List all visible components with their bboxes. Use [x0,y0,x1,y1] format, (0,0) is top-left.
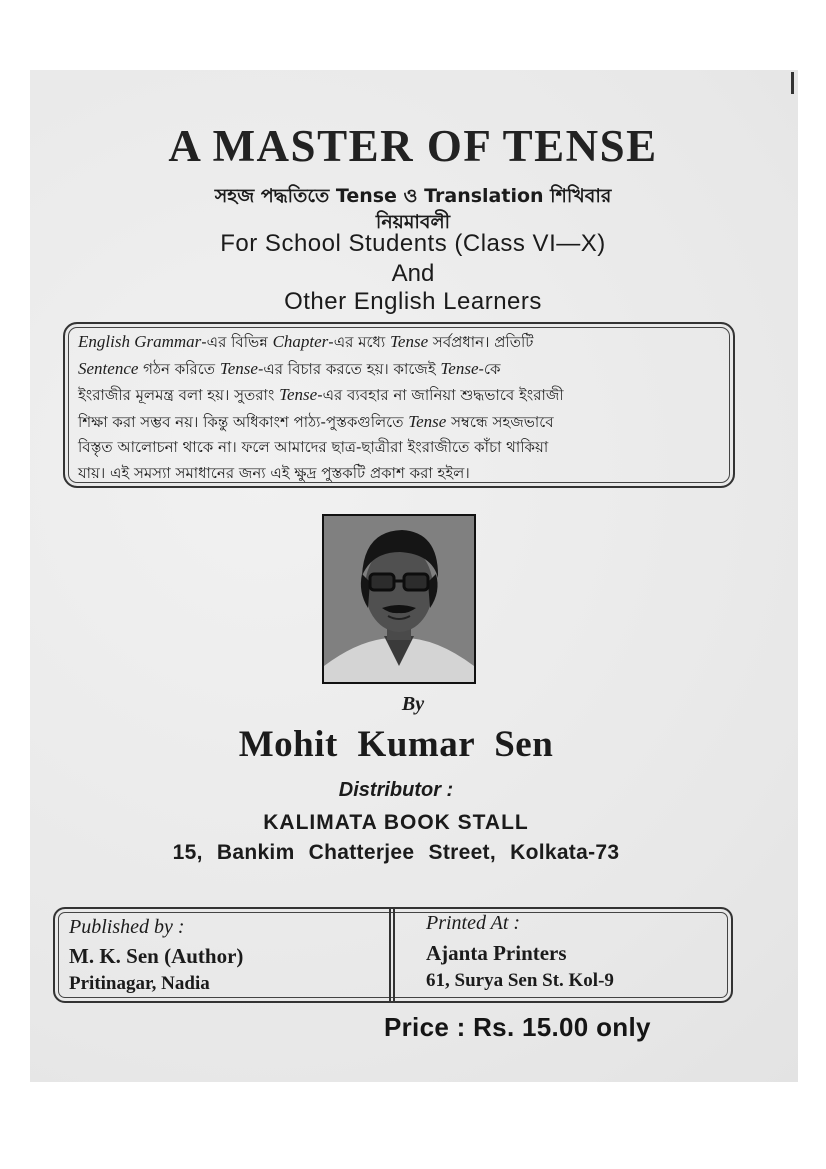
publisher-name: M. K. Sen (Author) [69,944,244,968]
published-by-label: Published by : [69,916,185,938]
intro-paragraph [78,329,723,486]
intro-line: ইংরাজীর মূলমন্ত্র বলা হয়। সুতরাং Tense-এর ব্যবহার না জানিয়া শুদ্ধভাবে ইংরাজী [78,385,564,404]
author-name: Mohit Kumar Sen [238,724,554,765]
publisher-address: Pritinagar, Nadia [69,973,210,994]
distributor-address: 15, Bankim Chatterjee Street, Kolkata-73 [172,841,620,864]
intro-line: বিস্তৃত আলোচনা থাকে না। ফলে আমাদের ছাত্র-ছাত্রীরা ইংরাজীতে কাঁচা থাকিয়া [78,438,549,456]
author-photo [322,514,476,684]
and-line: And [391,260,435,287]
bengali-subtitle-line1: সহজ পদ্ধতিতে Tense ও Translation শিখিবার [214,185,612,207]
intro-line: Sentence গঠন করিতে Tense-এর বিচার করতে হয়। কাজেই Tense-কে [78,358,501,378]
printer-address: 61, Surya Sen St. Kol-9 [426,970,614,991]
printer-name: Ajanta Printers [426,941,567,965]
audience-line2: Other English Learners [284,288,542,315]
distributor-name: KALIMATA BOOK STALL [263,811,529,834]
distributor-label: Distributor : [338,779,454,801]
by-label: By [401,693,425,715]
intro-line: যায়। এই সমস্যা সমাধানের জন্য এই ক্ষুদ্র পুস্তকটি প্রকাশ করা হইল। [78,463,470,482]
price-label: Price : Rs. 15.00 only [384,1012,651,1042]
scan-edge-mark [791,72,794,94]
intro-line: English Grammar-এর বিভিন্ন Chapter-এর মধ্যে Tense সর্বপ্রধান। প্রতিটি [78,332,534,351]
bengali-subtitle-line2: নিয়মাবলী [375,211,451,233]
printed-at-label: Printed At : [426,912,521,934]
author-portrait-icon [324,516,474,682]
intro-line: শিক্ষা করা সম্ভব নয়। কিন্তু অধিকাংশ পাঠ্য-পুস্তকগুলিতে Tense সম্বন্ধে সহজভাবে [78,411,554,431]
book-title: A MASTER OF TENSE [168,121,658,171]
box-divider [389,909,395,1001]
audience-line: For School Students (Class VI—X) [220,230,606,257]
